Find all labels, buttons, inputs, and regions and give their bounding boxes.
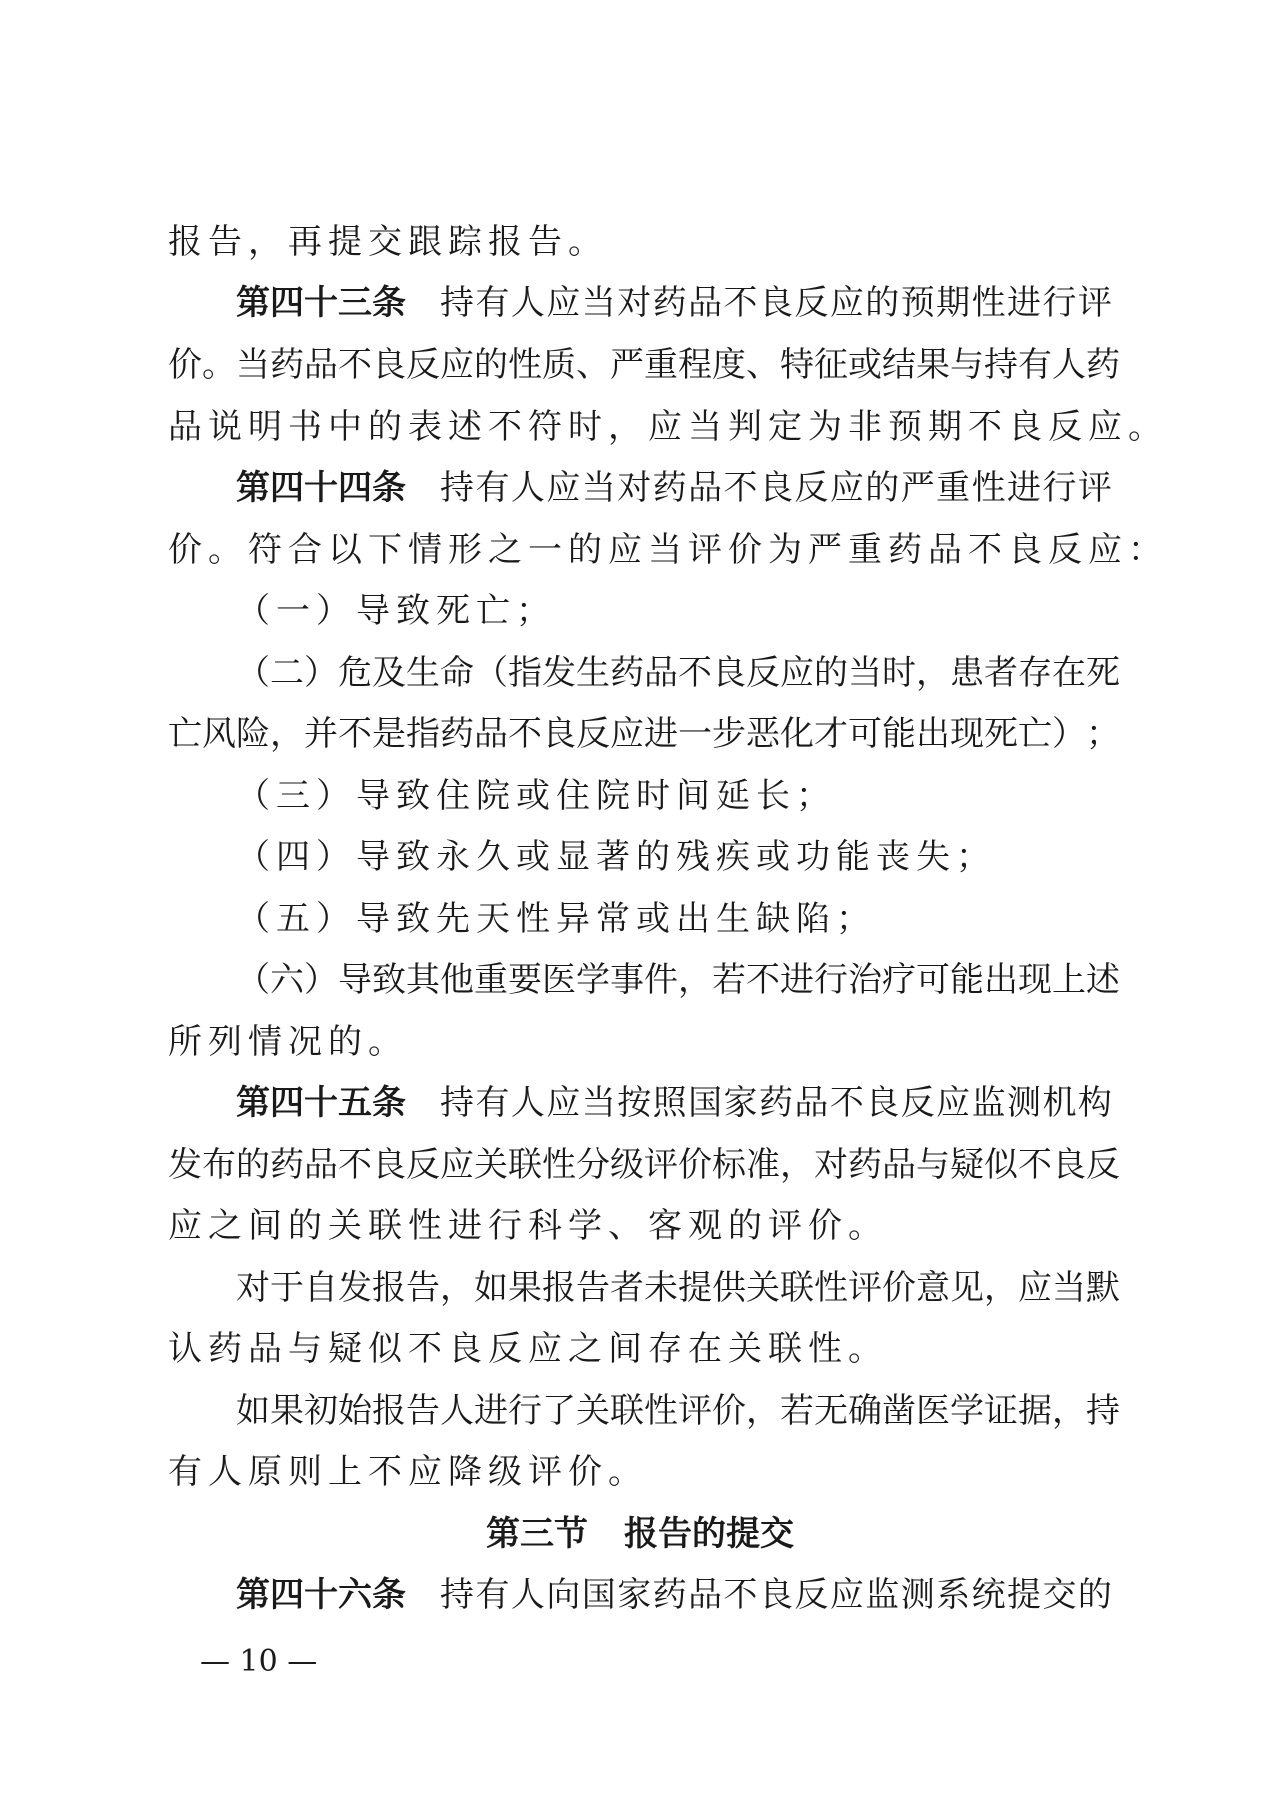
section-title: 报告的提交 bbox=[624, 1514, 794, 1554]
line-text: 认药品与疑似不良反应之间存在关联性。 bbox=[168, 1329, 888, 1369]
section-number: 第三节 bbox=[486, 1514, 588, 1554]
text-line: 对 于 自 发 报 告 ， 如 果 报 告 者 未 提 供 关 联 性 评 价 意 见 ， 应 当 默 bbox=[236, 1268, 1120, 1308]
text-line: 如 果 初 始 报 告 人 进 行 了 关 联 性 评 价 ， 若 无 确 凿 医 学 证 据 ， 持 bbox=[236, 1391, 1120, 1431]
text-line bbox=[236, 776, 836, 816]
article-text: 持 有 人 应 当 按 照 国 家 药 品 不 良 反 应 监 测 机 构 bbox=[440, 1083, 1112, 1123]
line-text: 价。符合以下情形之一的应当评价为严重药品不良反应： bbox=[168, 530, 1168, 570]
article-number: 第四十三条 bbox=[236, 283, 406, 323]
text-line bbox=[236, 899, 876, 939]
line-text: （四）导致永久或显著的残疾或功能丧失； bbox=[236, 837, 996, 877]
text-line bbox=[236, 591, 556, 631]
text-line bbox=[168, 1329, 888, 1369]
text-line bbox=[168, 530, 1168, 570]
line-text: （一）导致死亡； bbox=[236, 591, 556, 631]
text-line bbox=[168, 1206, 888, 1246]
text-line bbox=[236, 468, 1112, 508]
line-text: （三）导致住院或住院时间延长； bbox=[236, 776, 836, 816]
page-number: — 10 — bbox=[200, 1644, 318, 1679]
line-text: （五）导致先天性异常或出生缺陷； bbox=[236, 899, 876, 939]
text-line bbox=[236, 1083, 1112, 1123]
text-line: 亡 风 险 ， 并 不 是 指 药 品 不 良 反 应 进 一 步 恶 化 才 可 能 出 现 死 亡 ） ； bbox=[168, 714, 1120, 754]
text-line bbox=[168, 1452, 648, 1492]
line-text: 有人原则上不应降级评价。 bbox=[168, 1452, 648, 1492]
line-text: 报告，再提交跟踪报告。 bbox=[168, 222, 608, 262]
article-46-line bbox=[236, 1575, 1112, 1615]
article-number: 第四十六条 bbox=[236, 1575, 406, 1615]
section-heading bbox=[0, 1514, 1280, 1554]
article-text: 持 有 人 应 当 对 药 品 不 良 反 应 的 预 期 性 进 行 评 bbox=[440, 283, 1112, 323]
line-text: 品说明书中的表述不符时，应当判定为非预期不良反应。 bbox=[168, 407, 1168, 447]
text-line: （ 六 ） 导 致 其 他 重 要 医 学 事 件 ， 若 不 进 行 治 疗 可 能 出 现 上 述 bbox=[236, 960, 1120, 1000]
text-line bbox=[168, 222, 608, 262]
text-line: 发 布 的 药 品 不 良 反 应 关 联 性 分 级 评 价 标 准 ， 对 药 品 与 疑 似 不 良 反 bbox=[168, 1145, 1120, 1185]
article-text: 持 有 人 向 国 家 药 品 不 良 反 应 监 测 系 统 提 交 的 bbox=[440, 1575, 1112, 1615]
text-line bbox=[236, 283, 1112, 323]
text-line: 价 。 当 药 品 不 良 反 应 的 性 质 、 严 重 程 度 、 特 征 或 结 果 与 持 有 人 药 bbox=[168, 345, 1120, 385]
article-number: 第四十四条 bbox=[236, 468, 406, 508]
text-line bbox=[168, 1022, 408, 1062]
line-text: 应之间的关联性进行科学、客观的评价。 bbox=[168, 1206, 888, 1246]
text-line bbox=[168, 407, 1168, 447]
article-number: 第四十五条 bbox=[236, 1083, 406, 1123]
text-line: （ 二 ） 危 及 生 命 （ 指 发 生 药 品 不 良 反 应 的 当 时 ， 患 者 存 在 死 bbox=[236, 653, 1120, 693]
text-line bbox=[236, 837, 996, 877]
article-text: 持 有 人 应 当 对 药 品 不 良 反 应 的 严 重 性 进 行 评 bbox=[440, 468, 1112, 508]
line-text: 所列情况的。 bbox=[168, 1022, 408, 1062]
